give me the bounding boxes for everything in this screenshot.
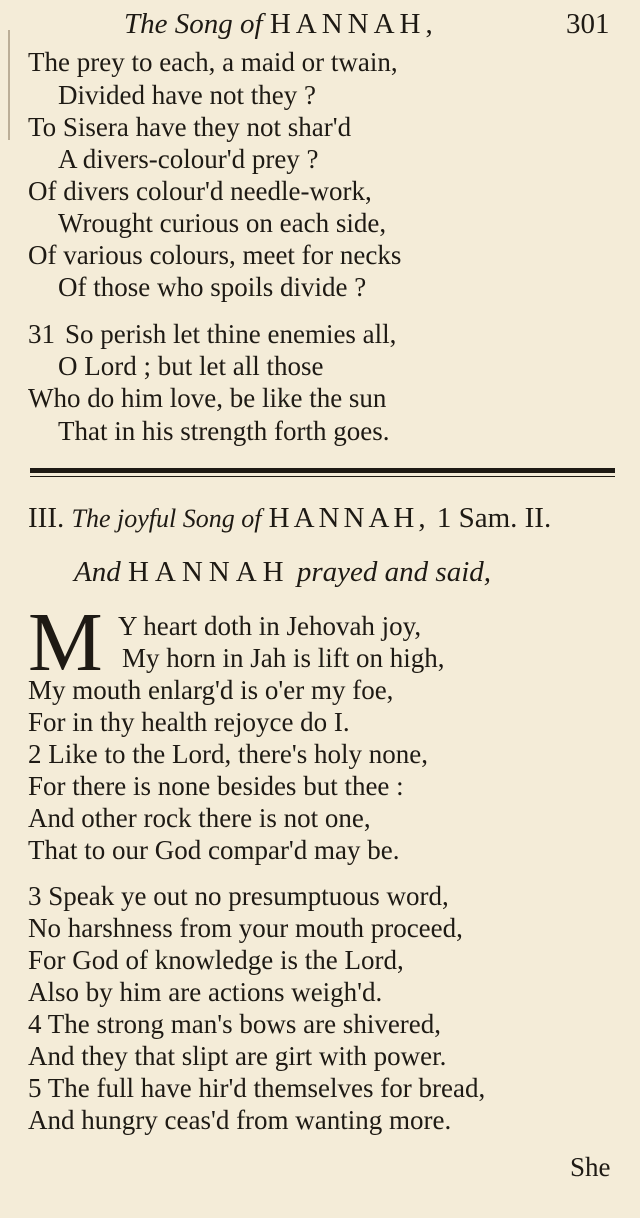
section-divider (30, 468, 615, 473)
verse-line: Of those who spoils divide ? (58, 272, 367, 302)
running-title-name: HANNAH, (269, 8, 438, 40)
verse-line: My horn in Jah is lift on high, (122, 643, 445, 673)
verse-line: 5 The full have hir'd themselves for bread, (28, 1073, 486, 1103)
verse-line: And they that slipt are girt with power. (28, 1041, 447, 1071)
section-reference: 1 Sam. II. (436, 502, 552, 534)
margin-line (8, 30, 10, 140)
verse-line (28, 318, 396, 350)
catchword: She (570, 1152, 611, 1182)
verse-line: And other rock there is not one, (28, 803, 371, 833)
subheading-name: HANNAH (127, 556, 290, 588)
verse-line: 4 The strong man's bows are shivered, (28, 1009, 442, 1039)
verse-line: To Sisera have they not shar'd (28, 112, 352, 142)
verse-line: Also by him are actions weigh'd. (28, 977, 383, 1007)
verse-line: O Lord ; but let all those (58, 351, 324, 381)
verse-line: 3 Speak ye out no presumptuous word, (28, 881, 449, 911)
verse-line: For there is none besides but thee : (28, 771, 404, 801)
verse-line: Who do him love, be like the sun (28, 383, 387, 413)
verse-line: Y heart doth in Jehovah joy, (118, 611, 422, 641)
section-title-name: HANNAH, (268, 502, 430, 534)
verse-line: 2 Like to the Lord, there's holy none, (28, 739, 429, 769)
verse-line: A divers-colour'd prey ? (58, 144, 319, 174)
verse-line: My mouth enlarg'd is o'er my foe, (28, 675, 394, 705)
verse-number: 31 (28, 319, 55, 349)
subheading-rest: prayed and said, (296, 556, 492, 588)
verse-line: The prey to each, a maid or twain, (28, 47, 398, 77)
section-title-italic: The joyful Song of (71, 504, 262, 533)
section-numeral: III. (28, 502, 65, 534)
running-title-prefix: The Song of (124, 8, 263, 40)
verse-line: Divided have not they ? (58, 80, 316, 110)
verse-line: That to our God compar'd may be. (28, 835, 400, 865)
page-header (0, 6, 640, 40)
subheading (74, 556, 491, 589)
verse-line: For God of knowledge is the Lord, (28, 945, 404, 975)
verse-line: For in thy health rejoyce do I. (28, 707, 350, 737)
section-heading (28, 502, 551, 535)
subheading-and: And (74, 556, 121, 588)
running-title (124, 8, 438, 41)
verse-line: Of divers colour'd needle-work, (28, 176, 372, 206)
verse-line: That in his strength forth goes. (58, 416, 390, 446)
verse-line: Of various colours, meet for necks (28, 240, 402, 270)
drop-cap: M (28, 596, 103, 689)
verse-text: So perish let thine enemies all, (65, 319, 397, 349)
page-number: 301 (566, 8, 610, 40)
verse-line: And hungry ceas'd from wanting more. (28, 1105, 452, 1135)
verse-line: Wrought curious on each side, (58, 208, 387, 238)
section-divider-thin (30, 476, 615, 477)
verse-line: No harshness from your mouth proceed, (28, 913, 463, 943)
